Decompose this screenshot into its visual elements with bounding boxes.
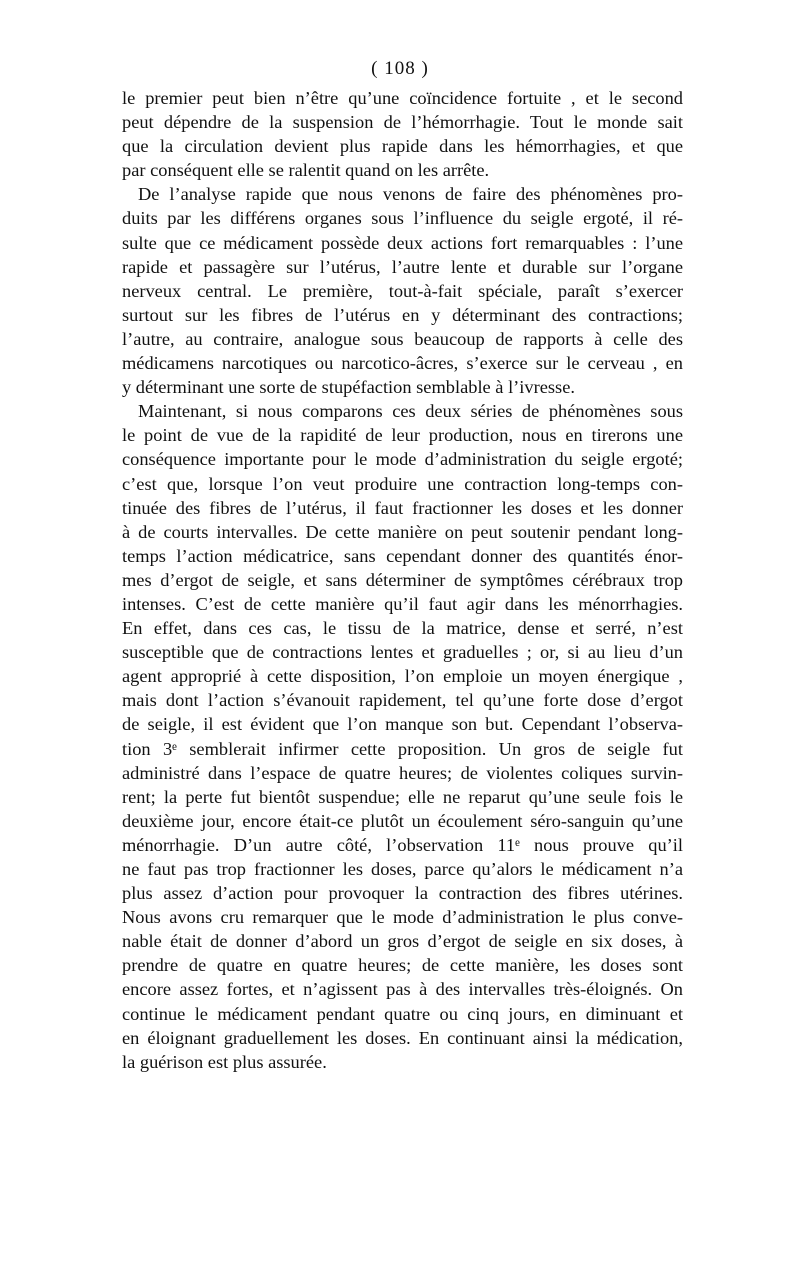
text-line: médicamens narcotiques ou narcotico-âcres, s’exerce sur le cerveau , en — [122, 353, 683, 374]
text-line: c’est que, lorsque l’on veut produire une contraction long-temps con- — [122, 473, 683, 494]
text-line: rapide et passagère sur l’utérus, l’autre lente et durable sur l’organe — [122, 256, 683, 277]
paragraph — [122, 86, 683, 182]
text-line: tinuée des fibres de l’utérus, il faut fractionner les doses et les donner — [122, 497, 683, 518]
text-line: nable était de donner d’abord un gros d’ergot de seigle en six doses, à — [122, 931, 683, 952]
text-line: deuxième jour, encore était-ce plutôt un écoulement séro-sanguin qu’une — [122, 810, 683, 831]
text-line: Nous avons cru remarquer que le mode d’administration le plus conve- — [122, 907, 683, 928]
paragraph — [122, 399, 683, 1074]
text-line: que la circulation devient plus rapide dans les hémorrhagies, et que — [122, 136, 683, 157]
text-line: nerveux central. Le première, tout-à-fait spéciale, paraît s’exercer — [122, 280, 683, 301]
text-line: à de courts intervalles. De cette manière on peut soutenir pendant long- — [122, 521, 683, 542]
text-line: administré dans l’espace de quatre heures; de violentes coliques survin- — [122, 762, 683, 783]
text-line: mais dont l’action s’évanouit rapidement, tel qu’une forte dose d’ergot — [122, 690, 683, 711]
text-line: intenses. C’est de cette manière qu’il faut agir dans les ménorrhagies. — [122, 593, 683, 614]
paragraph — [122, 182, 683, 399]
text-line: l’autre, au contraire, analogue sous beaucoup de rapports à celle des — [122, 328, 683, 349]
page-number: ( 108 ) — [371, 58, 429, 79]
text-line: En effet, dans ces cas, le tissu de la matrice, dense et serré, n’est — [122, 618, 683, 639]
text-line: ménorrhagie. D’un autre côté, l’observation 11ᵉ nous prouve qu’il — [122, 834, 683, 855]
text-line: tion 3ᵉ semblerait infirmer cette proposition. Un gros de seigle fut — [122, 738, 683, 759]
text-line: conséquence importante pour le mode d’administration du seigle ergoté; — [122, 449, 683, 470]
text-line: plus assez d’action pour provoquer la contraction des fibres utérines. — [122, 883, 683, 904]
text-line: en éloignant graduellement les doses. En continuant ainsi la médication, — [122, 1027, 683, 1048]
text-line: ne faut pas trop fractionner les doses, parce qu’alors le médicament n’a — [122, 859, 683, 879]
text-line: surtout sur les fibres de l’utérus en y déterminant des contractions; — [122, 304, 683, 325]
text-line: encore assez fortes, et n’agissent pas à des intervalles très-éloignés. On — [122, 979, 683, 1000]
text-line: continue le médicament pendant quatre ou cinq jours, en diminuant et — [122, 1003, 683, 1024]
text-line: susceptible que de contractions lentes et graduelles ; or, si au lieu d’un — [122, 642, 683, 663]
text-line: le premier peut bien n’être qu’une coïncidence fortuite , et le second — [122, 88, 683, 108]
text-line: Maintenant, si nous comparons ces deux séries de phénomènes sous — [138, 401, 683, 422]
text-line: sulte que ce médicament possède deux actions fort remarquables : l’une — [122, 232, 683, 253]
body-text — [122, 86, 683, 1074]
text-line: mes d’ergot de seigle, et sans déterminer de symptômes cérébraux trop — [122, 569, 683, 590]
text-line: la guérison est plus assurée. — [122, 1051, 327, 1072]
text-line: de seigle, il est évident que l’on manque son but. Cependant l’observa- — [122, 714, 683, 735]
text-line: par conséquent elle se ralentit quand on les arrête. — [122, 160, 490, 181]
text-line: y déterminant une sorte de stupéfaction semblable à l’ivresse. — [122, 377, 575, 398]
text-line: rent; la perte fut bientôt suspendue; elle ne reparut qu’une seule fois le — [122, 786, 683, 807]
text-line: De l’analyse rapide que nous venons de faire des phénomènes pro- — [138, 184, 683, 205]
text-line: prendre de quatre en quatre heures; de cette manière, les doses sont — [122, 955, 683, 976]
text-line: duits par les différens organes sous l’influence du seigle ergoté, il ré- — [122, 208, 683, 229]
text-line: peut dépendre de la suspension de l’hémorrhagie. Tout le monde sait — [122, 112, 683, 133]
text-line: temps l’action médicatrice, sans cependant donner des quantités énor- — [122, 545, 683, 566]
text-line: agent approprié à cette disposition, l’on emploie un moyen énergique , — [122, 666, 683, 687]
text-line: le point de vue de la rapidité de leur production, nous en tirerons une — [122, 425, 683, 446]
